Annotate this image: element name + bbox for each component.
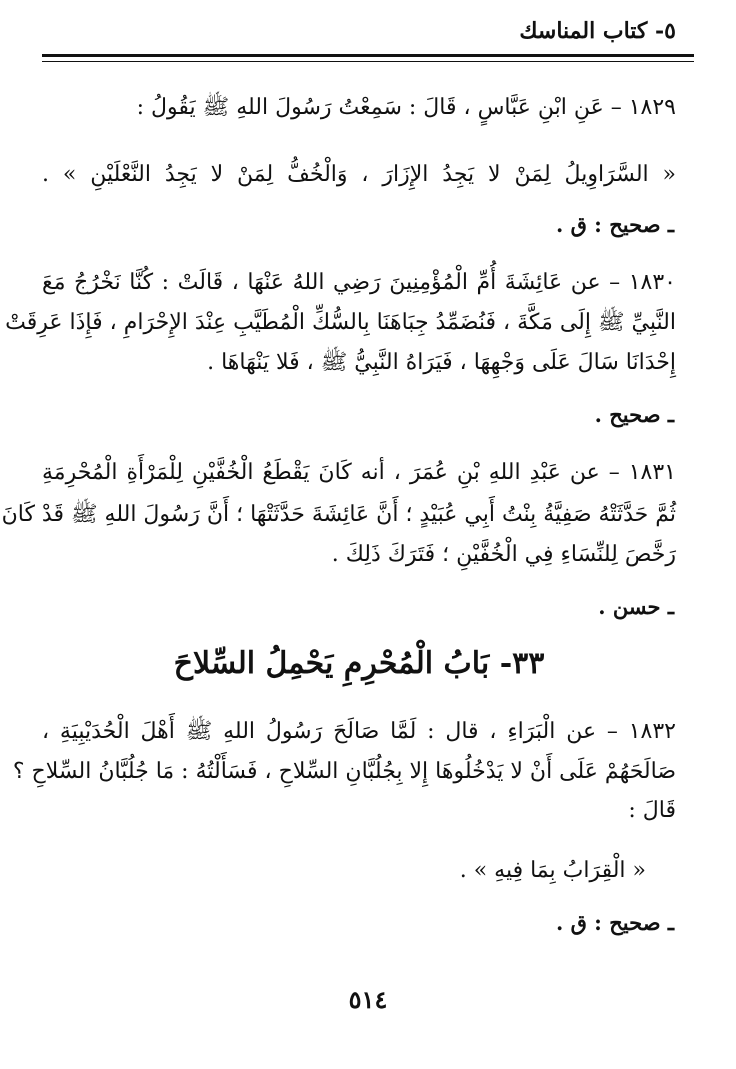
hadith-1832-line-4: « الْقِرَابُ بِمَا فِيهِ » . [459,858,646,883]
hadith-1830-line-3: إِحْدَانَا سَالَ عَلَى وَجْهِهَا ، فَيَرَاهُ النَّبِيُّ ﷺ ، فَلا يَنْهَاهَا . [207,350,676,375]
section-title: ٣٣- بَابُ الْمُحْرِمِ يَحْمِلُ السِّلاحَ [173,646,545,681]
hadith-1829-line-1: ١٨٢٩ – عَنِ ابْنِ عَبَّاسٍ ، قَالَ : سَمِعْتُ رَسُولَ اللهِ ﷺ يَقُولُ : [136,95,676,120]
running-header: ٥- كتاب المناسك [519,18,676,44]
header-rule-thin [42,61,694,62]
hadith-1831-line-3: رَخَّصَ لِلنِّسَاءِ فِي الْخُفَّيْنِ ؛ فَتَرَكَ ذَلِكَ . [331,542,676,567]
hadith-1830-line-2: النَّبِيِّ ﷺ إِلَى مَكَّةَ ، فَنُضَمِّدُ جِبَاهَنَا بِالسُّكِّ الْمُطَيَّبِ عِنْدَ الإِحْرَامِ ، فَإِذَا عَرِقَتْ [5,310,676,335]
hadith-1832-line-3: قَالَ : [628,798,676,823]
hadith-1829-grade: ـ صحيح : ق . [555,212,674,237]
hadith-1831-line-2: ثُمَّ حَدَّثَتْهُ صَفِيَّةُ بِنْتُ أَبِي عُبَيْدٍ ؛ أَنَّ عَائِشَةَ حَدَّثَتْهَا ؛ أَنَّ رَسُولَ اللهِ ﷺ قَدْ كَانَ [1,502,676,527]
hadith-1832-line-2: صَالَحَهُمْ عَلَى أَنْ لا يَدْخُلُوهَا إِلا بِجُلُبَّانِ السِّلاحِ ، فَسَأَلْتُهُ : مَا جُلُبَّانُ السِّلاحِ ؟ [12,759,676,784]
hadith-1830-line-1: ١٨٣٠ – عن عَائِشَةَ أُمِّ الْمُؤْمِنِينَ رَضِي اللهُ عَنْهَا ، قَالَتْ : كُنَّا نَخْرُجُ مَعَ [42,270,676,295]
hadith-1832-grade: ـ صحيح : ق . [555,910,674,935]
hadith-1832-line-1: ١٨٣٢ – عن الْبَرَاءِ ، قال : لَمَّا صَالَحَ رَسُولُ اللهِ ﷺ أَهْلَ الْحُدَيْبِيَةِ ، [42,719,676,744]
hadith-1829-line-2: « السَّرَاوِيلُ لِمَنْ لا يَجِدُ الإِزَارَ ، وَالْخُفُّ لِمَنْ لا يَجِدُ النَّعْلَيْنِ » . [42,162,676,187]
header-rule-thick [42,54,694,57]
hadith-1831-line-1: ١٨٣١ – عن عَبْدِ اللهِ بْنِ عُمَرَ ، أنه كَانَ يَقْطَعُ الْخُفَّيْنِ لِلْمَرْأَةِ الْمُحْرِمَةِ [42,460,676,485]
page-number: ٥١٤ [348,985,388,1014]
hadith-1831-grade: ـ حسن . [598,594,674,619]
hadith-1830-grade: ـ صحيح . [594,402,674,427]
